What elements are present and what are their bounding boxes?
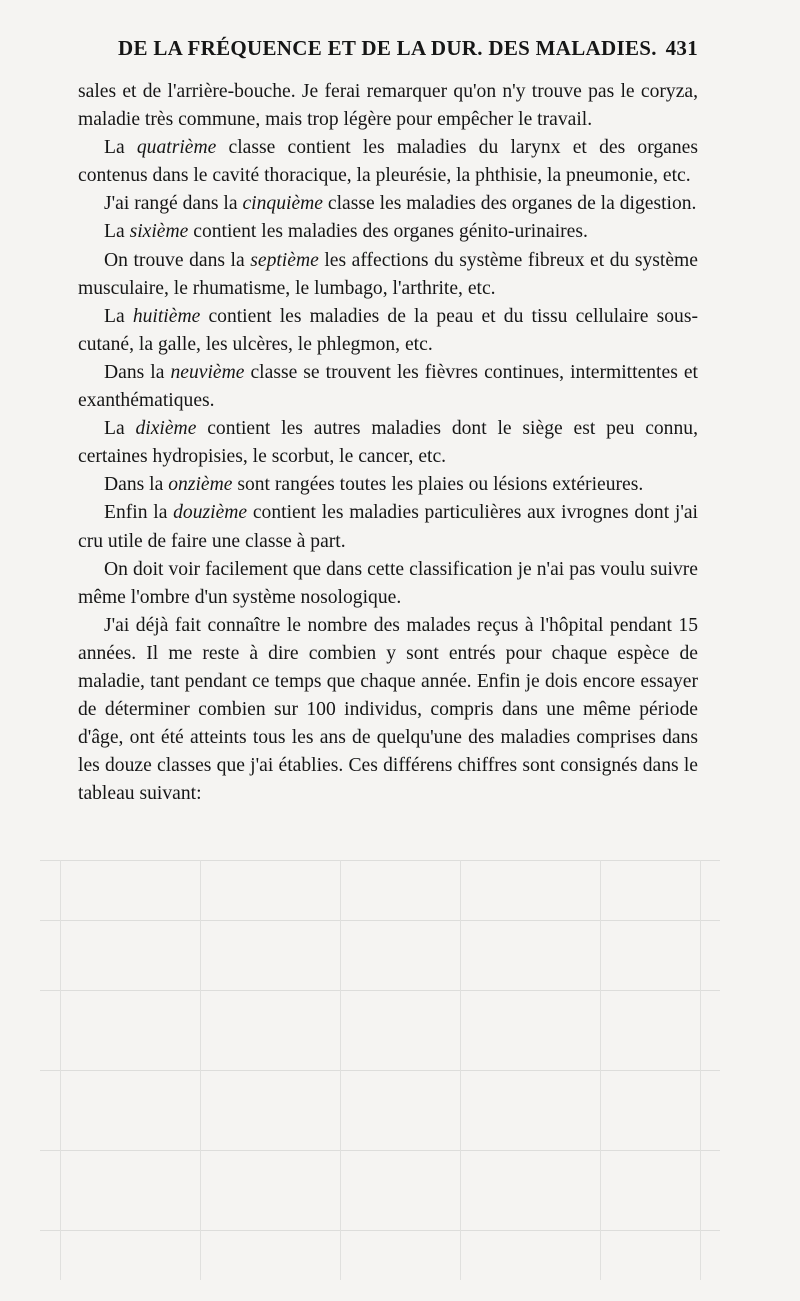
paragraph-text: sont rangées toutes les plaies ou lésions extérieures. — [232, 474, 644, 496]
paragraph-emphasis: neuvième — [170, 361, 245, 383]
paragraph-text: classe se trouvent les fièvres continues, intermittentes et exanthématiques. — [78, 361, 698, 412]
paragraph-text: On trouve dans la — [104, 249, 251, 271]
paragraph — [78, 134, 698, 190]
paragraph-text: contient les maladies particulières aux ivrognes dont j'ai cru utile de faire une classe à part. — [78, 502, 698, 552]
paragraph-emphasis: douzième — [173, 502, 248, 524]
body-text — [78, 78, 698, 808]
paragraph-text: Enfin la — [104, 502, 174, 524]
paragraph-text: La — [104, 418, 136, 440]
paragraph-text: On doit voir facilement que dans cette classification je n'ai pas voulu suivre même l'ombre d'un système nosologique. — [78, 558, 698, 608]
running-head — [78, 36, 698, 66]
paragraph-text: La — [104, 137, 137, 159]
paragraph-text: J'ai déjà fait connaître le nombre des malades reçus à l'hôpital pendant 15 années. Il me reste à dire combien y sont entrés pour chaque espèce de maladie, tant pendant ce temps que chaque année. Enfin je dois encore essayer de déterminer combien sur 100 individus, compris dans une même période d'âge, ont été atteints tous les ans de quelqu'une des maladies comprises dans les douze classes que j'ai établies. Ces différens chiffres sont consignés dans le tableau suivant: — [78, 614, 698, 805]
paragraph — [78, 247, 698, 303]
paragraph-text: sales et de l'arrière-bouche. Je ferai remarquer qu'on n'y trouve pas le coryza, maladie très commune, mais trop légère pour empêcher le travail. — [78, 81, 698, 131]
paragraph-text: les affections du système fibreux et du système musculaire, le rhumatisme, le lumbago, l'arthrite, etc. — [78, 249, 698, 299]
paragraph-emphasis: septième — [250, 249, 319, 271]
paragraph-emphasis: sixième — [129, 221, 189, 243]
paragraph-text: contient les autres maladies dont le siège est peu connu, certaines hydropisies, le scorbut, le cancer, etc. — [78, 418, 698, 468]
paragraph — [78, 303, 698, 359]
paragraph-text: La — [104, 305, 133, 327]
paragraph-text: Dans la — [104, 361, 171, 383]
paragraph-text: contient les maladies des organes génito-urinaires. — [188, 221, 588, 243]
paragraph — [78, 359, 698, 415]
show-through-edge-text — [750, 560, 790, 860]
paragraph — [78, 415, 698, 471]
paragraph-text: classe les maladies des organes de la digestion. — [323, 193, 697, 215]
running-head-title: DE LA FRÉQUENCE ET DE LA DUR. DES MALADIES. — [118, 36, 657, 60]
paragraph — [78, 556, 698, 612]
paragraph — [78, 471, 698, 499]
paragraph — [78, 499, 698, 555]
paragraph-text: Dans la — [104, 474, 169, 496]
paragraph-text: J'ai rangé dans la — [104, 193, 243, 215]
paragraph-emphasis: quatrième — [136, 137, 217, 159]
paragraph-text: La — [104, 221, 130, 243]
paragraph — [78, 612, 698, 809]
paragraph — [78, 190, 698, 218]
paragraph-emphasis: dixième — [135, 418, 197, 440]
paragraph-text: contient les maladies de la peau et du tissu cellulaire sous-cutané, la galle, les ulcères, le phlegmon, etc. — [78, 305, 698, 355]
show-through-table — [40, 860, 720, 1280]
paragraph — [78, 218, 698, 246]
paragraph-text: classe contient les maladies du larynx et des organes contenus dans le cavité thoracique, la pleurésie, la phthisie, la pneumonie, etc. — [78, 137, 698, 187]
paragraph — [78, 78, 698, 134]
paragraph-emphasis: huitième — [132, 305, 201, 327]
paragraph-emphasis: onzième — [168, 474, 233, 496]
page-number: 431 — [665, 36, 698, 60]
paragraph-emphasis: cinquième — [242, 193, 323, 215]
